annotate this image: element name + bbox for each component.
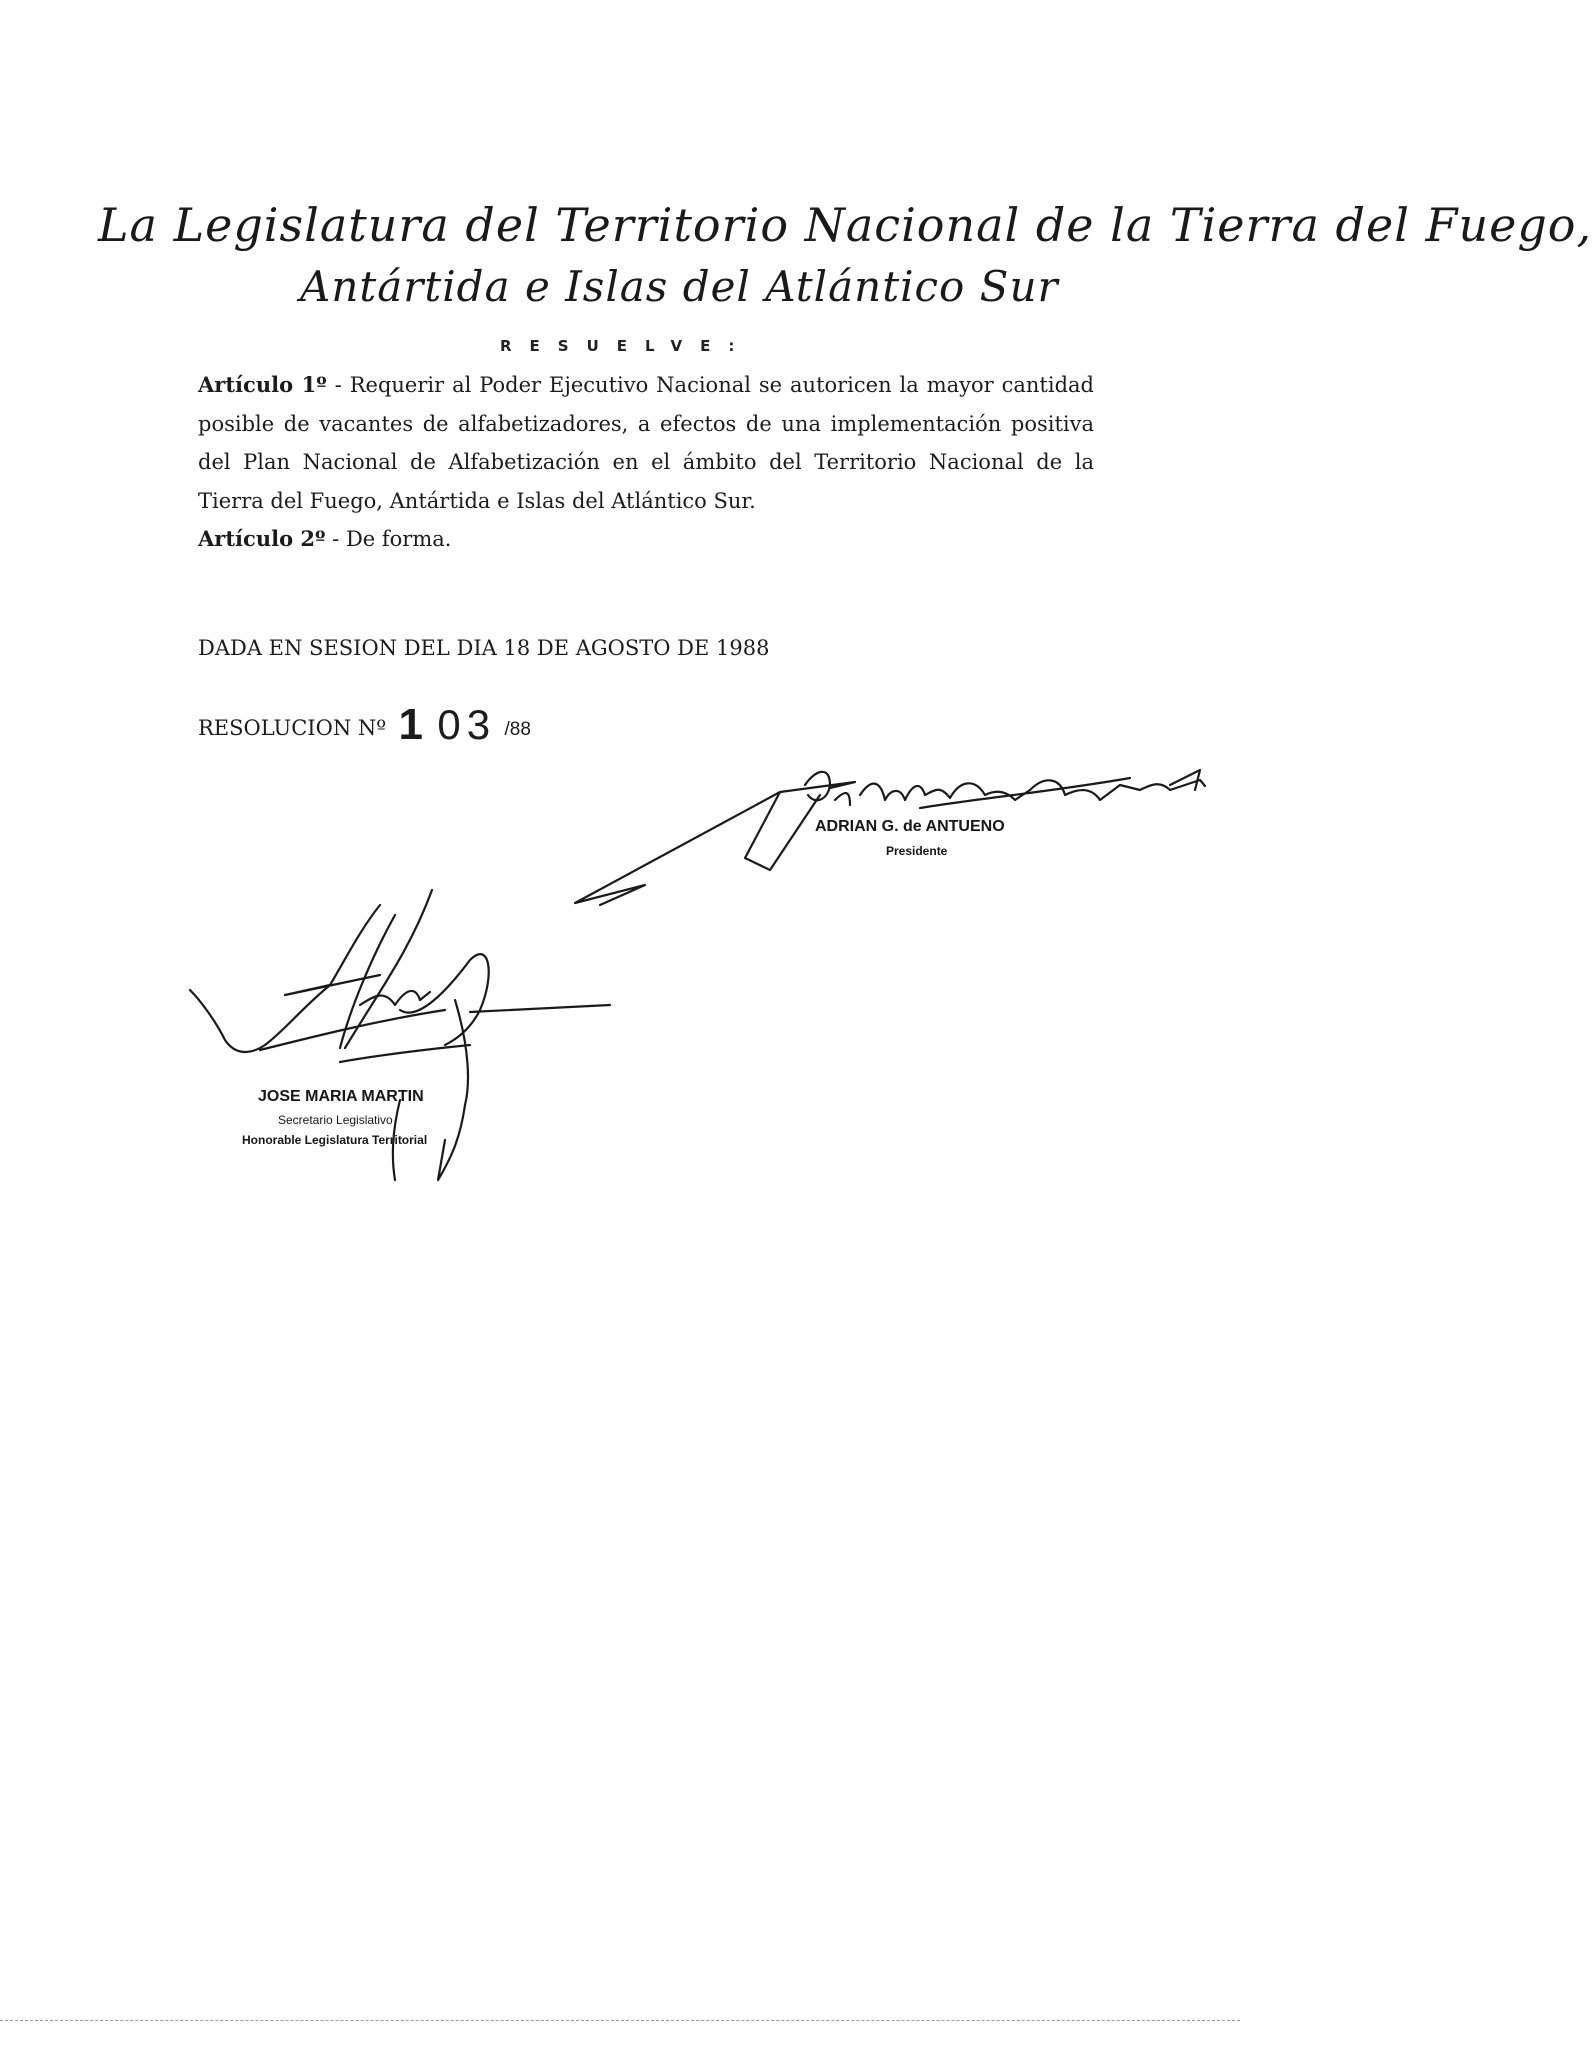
secretary-signature-underline: [260, 1010, 445, 1050]
secretary-title: Secretario Legislativo: [278, 1113, 393, 1127]
article-1-label: Artículo 1º: [198, 372, 327, 397]
session-date-line: DADA EN SESION DEL DIA 18 DE AGOSTO DE 1988: [198, 636, 770, 660]
resolution-number-stamp-1: 1: [398, 700, 423, 749]
president-signature-hook: [1170, 770, 1200, 790]
article-1-text: - Requerir al Poder Ejecutivo Nacional se autoricen la mayor cantidad posible de vacantes de alfabetizadores, a efectos de una implementación positiva del Plan Nacional de Alfabetización en el ámbito del Territorio Nacional de la Tierra del Fuego, Antártida e Islas del Atlántico Sur.: [198, 373, 1094, 513]
secretary-institution: Honorable Legislatura Territorial: [242, 1133, 428, 1147]
resolution-label: RESOLUCION Nº: [198, 716, 387, 740]
article-2-label: Artículo 2º: [198, 526, 326, 551]
header-line-2: Antártida e Islas del Atlántico Sur: [300, 262, 1059, 311]
article-2-text: - De forma.: [325, 527, 452, 551]
president-signature: [575, 772, 1205, 905]
bottom-dashed-rule: [0, 2020, 1240, 2021]
resolution-number-stamp-2: 03: [437, 701, 497, 748]
secretary-name: JOSE MARIA MARTIN: [258, 1088, 424, 1105]
president-signature-underline: [920, 778, 1130, 808]
resolution-year: /88: [504, 719, 531, 740]
resuelve-heading: RESUELVE:: [500, 337, 753, 355]
president-title: Presidente: [886, 844, 948, 858]
president-name: ADRIAN G. de ANTUENO: [815, 818, 1005, 835]
header-line-1: La Legislatura del Territorio Nacional de la Tierra del Fuego,: [98, 198, 1592, 252]
